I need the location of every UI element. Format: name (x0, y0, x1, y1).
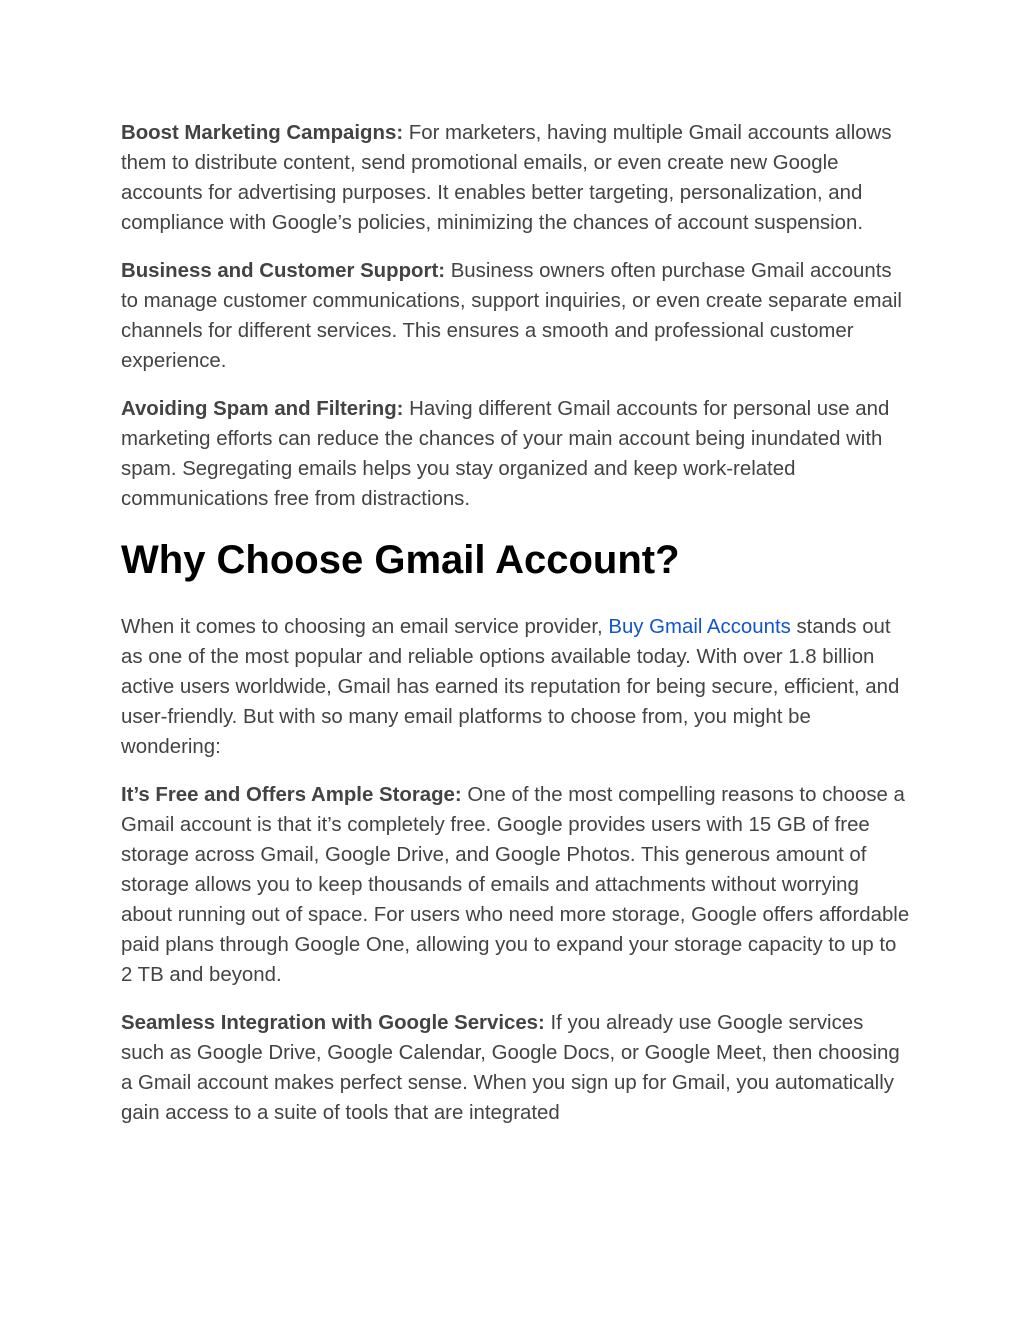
paragraph-text: For marketers, having multiple Gmail accounts allows them to distribute content, send promotional emails, or even create new Google accounts for advertising purposes. It enables better targeting, personalization, and compliance with Google’s policies, minimizing the chances of account suspension. (121, 122, 892, 234)
paragraph-text: Having different Gmail accounts for personal use and marketing efforts can reduce the chances of your main account being inundated with spam. Segregating emails helps you stay organized and keep work-related communications free from distractions. (121, 398, 890, 510)
paragraph-seamless-integration (121, 1008, 911, 1128)
paragraph-text: One of the most compelling reasons to choose a Gmail account is that it’s completely free. Google provides users with 15 GB of free storage across Gmail, Google Drive, and Google Photos. This generous amount of storage allows you to keep thousands of emails and attachments without worrying about running out of space. For users who need more storage, Google offers affordable paid plans through Google One, allowing you to expand your storage capacity to up to 2 TB and beyond. (121, 784, 910, 986)
section-heading: Why Choose Gmail Account? (121, 538, 680, 582)
intro-text-after-link: stands out as one of the most popular and reliable options available today. With over 1.8 billion active users worldwide, Gmail has earned its reputation for being secure, efficient, and user-friendly. But with so many email platforms to choose from, you might be wondering: (121, 616, 900, 758)
paragraph-lead: Boost Marketing Campaigns: (121, 122, 404, 144)
paragraph-lead: It’s Free and Offers Ample Storage: (121, 784, 462, 806)
paragraph-lead: Avoiding Spam and Filtering: (121, 398, 404, 420)
paragraph-lead: Business and Customer Support: (121, 260, 446, 282)
paragraph-avoiding-spam (121, 394, 911, 514)
buy-gmail-accounts-link[interactable]: Buy Gmail Accounts (608, 616, 791, 638)
intro-text-before-link: When it comes to choosing an email service provider, (121, 616, 609, 638)
paragraph-free-storage (121, 780, 911, 990)
paragraph-boost-marketing (121, 118, 911, 238)
paragraph-text: If you already use Google services such as Google Drive, Google Calendar, Google Docs, or Google Meet, then choosing a Gmail account makes perfect sense. When you sign up for Gmail, you automatically gain access to a suite of tools that are integrated (121, 1012, 900, 1124)
document-page (121, 118, 911, 1146)
paragraph-lead: Seamless Integration with Google Services: (121, 1012, 545, 1034)
paragraph-text: Business owners often purchase Gmail accounts to manage customer communications, support inquiries, or even create separate email channels for different services. This ensures a smooth and professional customer experience. (121, 260, 902, 372)
paragraph-intro (121, 612, 911, 762)
paragraph-business-support (121, 256, 911, 376)
